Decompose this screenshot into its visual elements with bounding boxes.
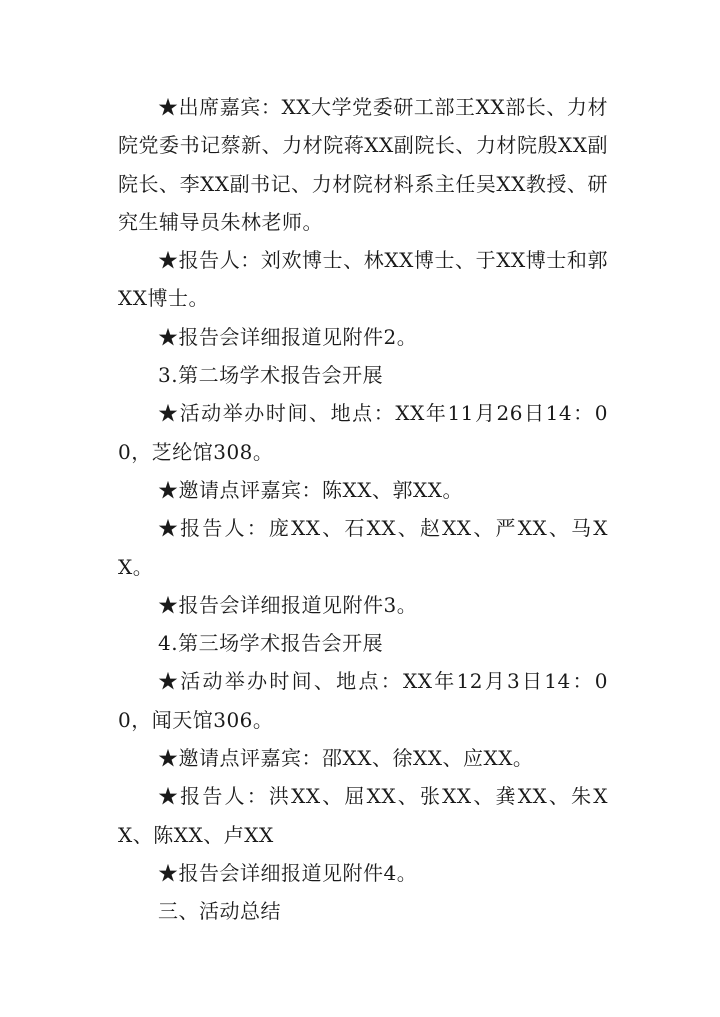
section-heading-third-session: 4.第三场学术报告会开展 [158, 631, 384, 656]
paragraph-time-place-3: ★活动举办时间、地点：XX年12月3日14：00，闻天馆306。 [118, 669, 608, 732]
section-heading-second-session: 3.第二场学术报告会开展 [158, 363, 384, 388]
paragraph-report-link-4: ★报告会详细报道见附件4。 [158, 860, 418, 885]
paragraph-time-place-2: ★活动举办时间、地点：XX年11月26日14：00，芝纶馆308。 [118, 401, 608, 464]
paragraph-report-link-2: ★报告会详细报道见附件2。 [158, 324, 418, 349]
paragraph-reviewers-3: ★邀请点评嘉宾：邵XX、徐XX、应XX。 [158, 746, 534, 771]
section-heading-summary: 三、活动总结 [158, 899, 281, 924]
paragraph-speakers-3: ★报告人：洪XX、屈XX、张XX、龚XX、朱XX、陈XX、卢XX [118, 784, 608, 847]
paragraph-speakers-2: ★报告人：庞XX、石XX、赵XX、严XX、马XX。 [118, 516, 608, 579]
paragraph-guests: ★出席嘉宾：XX大学党委研工部王XX部长、力材院党委书记蔡新、力材院蒋XX副院长、力材院殷XX副院长、李XX副书记、力材院材料系主任吴XX教授、研究生辅导员朱林老师。 [118, 95, 608, 234]
paragraph-reviewers-2: ★邀请点评嘉宾：陈XX、郭XX。 [158, 477, 463, 502]
document-body [118, 88, 608, 931]
paragraph-report-link-3: ★报告会详细报道见附件3。 [158, 592, 418, 617]
paragraph-speakers-1: ★报告人：刘欢博士、林XX博士、于XX博士和郭XX博士。 [118, 248, 608, 311]
